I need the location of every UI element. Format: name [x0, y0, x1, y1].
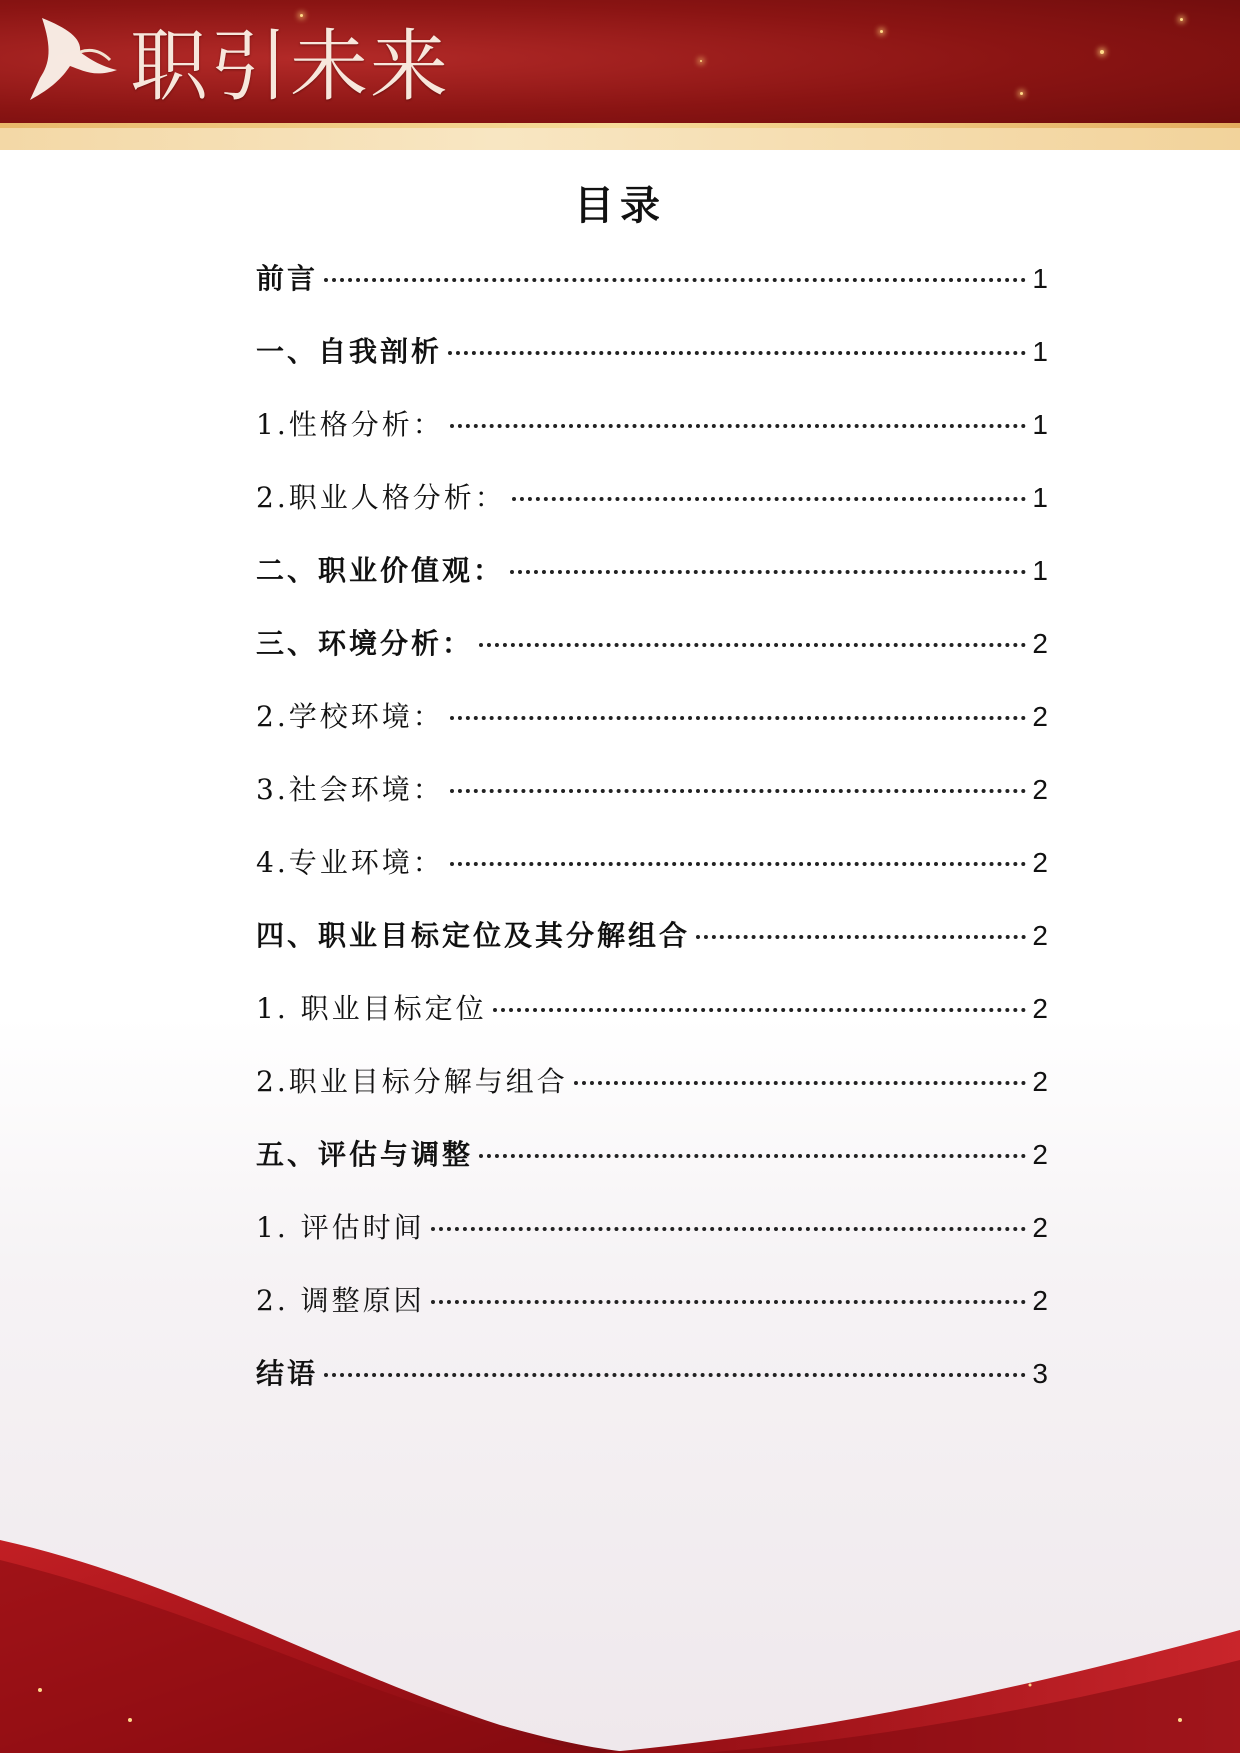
- toc-entry[interactable]: [256, 840, 1048, 913]
- toc-dot-leader: [696, 907, 1026, 939]
- toc-entry-page-number: 2: [1032, 1066, 1048, 1097]
- toc-entry[interactable]: [256, 329, 1048, 402]
- toc-dot-leader: [479, 615, 1026, 647]
- toc-entry[interactable]: [256, 913, 1048, 986]
- toc-entry[interactable]: [256, 694, 1048, 767]
- toc-entry-label: 1. 职业目标定位: [256, 992, 487, 1025]
- toc-dot-leader: [450, 834, 1027, 866]
- toc-dot-leader: [324, 1345, 1026, 1377]
- toc-entry-page-number: 2: [1032, 993, 1048, 1024]
- toc-entry-page-number: 2: [1032, 1139, 1048, 1170]
- banner-cream-stripe: [0, 128, 1240, 150]
- toc-title: 目录: [574, 182, 666, 229]
- toc-entry-page-number: 1: [1032, 263, 1048, 294]
- footer-ribbon-decoration: [0, 1520, 1240, 1753]
- toc-entry[interactable]: [256, 1278, 1048, 1351]
- toc-entry-label: 2. 调整原因: [256, 1284, 425, 1317]
- toc-entry[interactable]: [256, 256, 1048, 329]
- toc-entry-label: 一、自我剖析: [256, 335, 443, 368]
- toc-entry[interactable]: [256, 402, 1048, 475]
- sparkle-decoration: [1180, 18, 1183, 21]
- header-banner: [0, 0, 1240, 130]
- toc-entry-page-number: 3: [1032, 1358, 1048, 1389]
- toc-dot-leader: [574, 1053, 1027, 1085]
- sparkle-decoration: [1100, 50, 1104, 54]
- toc-entry-page-number: 1: [1032, 555, 1048, 586]
- toc-entry-label: 二、职业价值观：: [256, 554, 505, 587]
- toc-entry-label: 2.职业目标分解与组合: [256, 1065, 568, 1098]
- toc-entry-label: 1. 评估时间: [256, 1211, 425, 1244]
- toc-entry[interactable]: [256, 1205, 1048, 1278]
- toc-entry-label: 结语: [256, 1357, 319, 1390]
- toc-entry-label: 3.社会环境：: [256, 773, 444, 806]
- toc-entry-label: 前言: [256, 262, 319, 295]
- toc-entry-page-number: 1: [1032, 409, 1048, 440]
- toc-dot-leader: [493, 980, 1027, 1012]
- dove-icon: [22, 8, 127, 108]
- toc-entry-page-number: 2: [1032, 847, 1048, 878]
- toc-dot-leader: [450, 396, 1027, 428]
- toc-dot-leader: [450, 688, 1027, 720]
- toc-entry-label: 三、环境分析：: [256, 627, 474, 660]
- toc-entry[interactable]: [256, 1132, 1048, 1205]
- toc-entry[interactable]: [256, 986, 1048, 1059]
- toc-entry[interactable]: [256, 1059, 1048, 1132]
- toc-entry-page-number: 2: [1032, 628, 1048, 659]
- toc-entry-page-number: 2: [1032, 1285, 1048, 1316]
- toc-dot-leader: [431, 1199, 1027, 1231]
- toc-dot-leader: [324, 250, 1026, 282]
- toc-entry[interactable]: [256, 548, 1048, 621]
- toc-dot-leader: [510, 542, 1026, 574]
- toc-entry-label: 五、评估与调整: [256, 1138, 474, 1171]
- toc-entry-page-number: 2: [1032, 774, 1048, 805]
- toc-entry-page-number: 1: [1032, 336, 1048, 367]
- sparkle-decoration: [700, 60, 702, 62]
- toc-entry-label: 四、职业目标定位及其分解组合: [256, 919, 691, 952]
- sparkle-decoration: [880, 30, 883, 33]
- toc-entry-label: 4.专业环境：: [256, 846, 444, 879]
- sparkle-decoration: [300, 14, 303, 17]
- toc-entry[interactable]: [256, 767, 1048, 840]
- toc-entry-label: 1.性格分析：: [256, 408, 444, 441]
- toc-dot-leader: [512, 469, 1027, 501]
- toc-entry-label: 2.学校环境：: [256, 700, 444, 733]
- sparkle-decoration: [1020, 92, 1023, 95]
- toc-entry[interactable]: [256, 621, 1048, 694]
- toc-entry-page-number: 2: [1032, 1212, 1048, 1243]
- table-of-contents: [256, 256, 1048, 1424]
- toc-dot-leader: [450, 761, 1027, 793]
- toc-entry-page-number: 1: [1032, 482, 1048, 513]
- toc-entry[interactable]: [256, 1351, 1048, 1424]
- toc-entry-label: 2.职业人格分析：: [256, 481, 506, 514]
- toc-dot-leader: [479, 1126, 1026, 1158]
- banner-title: 职引未来: [130, 22, 451, 112]
- toc-entry[interactable]: [256, 475, 1048, 548]
- toc-dot-leader: [431, 1272, 1027, 1304]
- toc-entry-page-number: 2: [1032, 920, 1048, 951]
- toc-dot-leader: [448, 323, 1026, 355]
- toc-entry-page-number: 2: [1032, 701, 1048, 732]
